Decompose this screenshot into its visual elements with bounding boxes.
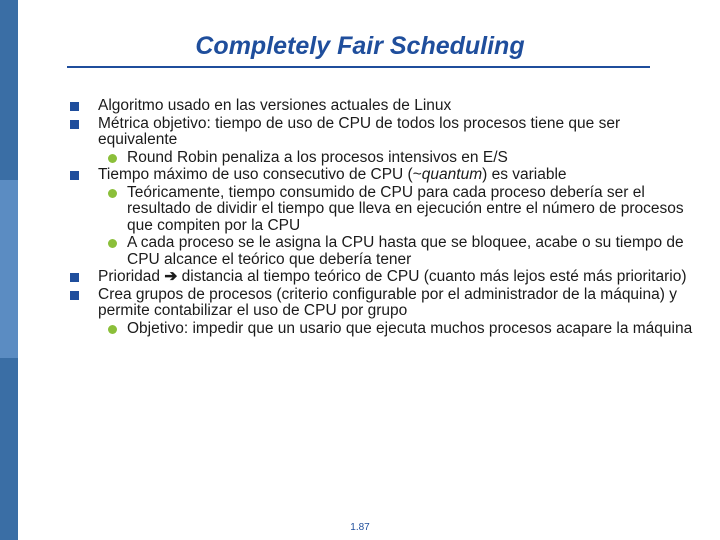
sub-bullet-item bbox=[70, 150, 698, 167]
sub-bullet-item bbox=[70, 321, 698, 338]
bullet-item bbox=[70, 287, 698, 320]
bullet-text-end: ) es variable bbox=[482, 166, 567, 183]
bullet-item bbox=[70, 269, 698, 286]
title-underline bbox=[67, 66, 650, 68]
square-bullet-icon bbox=[70, 120, 79, 129]
square-bullet-icon bbox=[70, 291, 79, 300]
right-arrow-icon: ➔ bbox=[164, 268, 178, 285]
bullet-text-start: Tiempo máximo de uso consecutivo de CPU (~ bbox=[98, 166, 422, 183]
sub-bullet-text: Teóricamente, tiempo consumido de CPU para cada proceso debería ser el resultado de dividir el tiempo que lleva en ejecución entre el número de procesos que compiten por la CPU bbox=[127, 183, 684, 234]
bullet-item bbox=[70, 116, 698, 149]
bullet-text: Métrica objetivo: tiempo de uso de CPU de todos los procesos tiene que ser equivalente bbox=[98, 114, 621, 148]
bullet-text-end: distancia al tiempo teórico de CPU (cuanto más lejos esté más prioritario) bbox=[177, 268, 687, 285]
square-bullet-icon bbox=[70, 273, 79, 282]
bullet-text-emphasis: quantum bbox=[421, 166, 483, 183]
bullet-text: Crea grupos de procesos (criterio configurable por el administrador de la máquina) y permite contabilizar el uso de CPU por grupo bbox=[98, 285, 677, 319]
bullet-item bbox=[70, 167, 698, 184]
round-bullet-icon bbox=[108, 239, 117, 248]
sub-bullet-text: Round Robin penaliza a los procesos intensivos en E/S bbox=[127, 148, 508, 166]
slide-content bbox=[70, 98, 698, 338]
slide-title: Completely Fair Scheduling bbox=[195, 32, 525, 60]
round-bullet-icon bbox=[108, 189, 117, 198]
bullet-text: Algoritmo usado en las versiones actuales de Linux bbox=[98, 97, 452, 114]
sub-bullet-item bbox=[70, 185, 698, 235]
bullet-text-start: Prioridad bbox=[98, 268, 165, 285]
round-bullet-icon bbox=[108, 325, 117, 334]
left-bar-segment bbox=[0, 180, 18, 358]
square-bullet-icon bbox=[70, 171, 79, 180]
bullet-item bbox=[70, 98, 698, 115]
round-bullet-icon bbox=[108, 154, 117, 163]
sub-bullet-text: A cada proceso se le asigna la CPU hasta que se bloquee, acabe o su tiempo de CPU alcance el teórico que debería tener bbox=[127, 234, 684, 268]
page-number: 1.87 bbox=[350, 522, 370, 533]
sub-bullet-item bbox=[70, 235, 698, 268]
sub-bullet-text: Objetivo: impedir que un usario que ejecuta muchos procesos acapare la máquina bbox=[127, 319, 693, 337]
square-bullet-icon bbox=[70, 102, 79, 111]
